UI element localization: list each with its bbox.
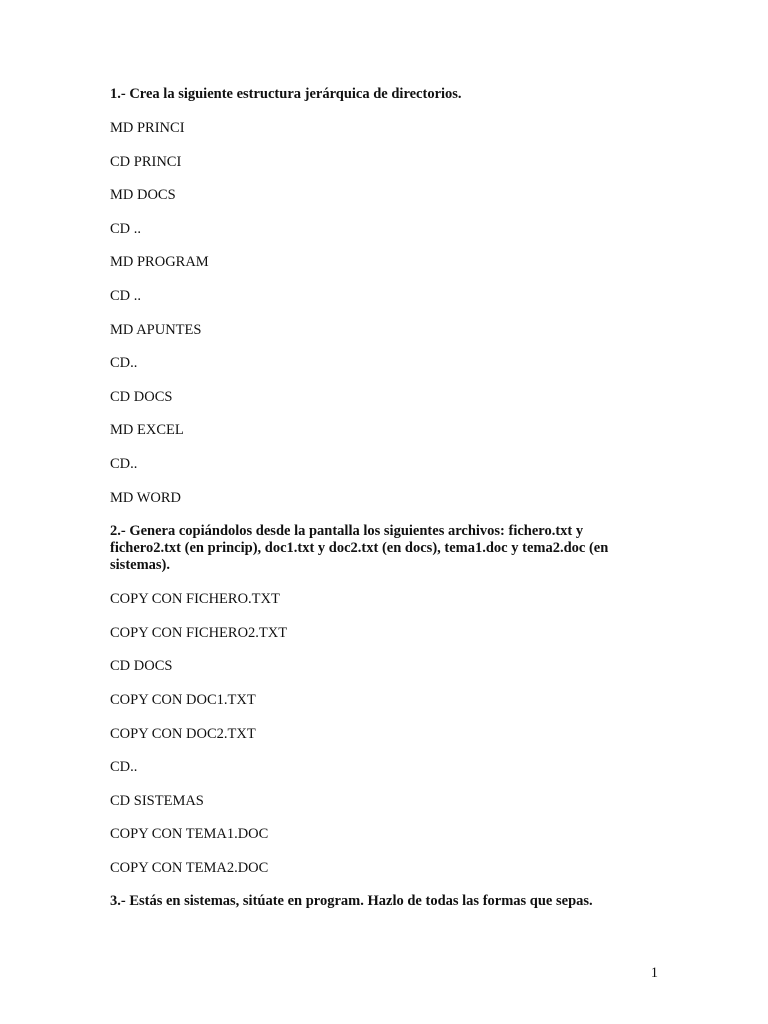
command-line: CD SISTEMAS <box>110 792 204 809</box>
command-line: CD.. <box>110 355 138 372</box>
command-line: MD PROGRAM <box>110 254 209 271</box>
command-line: CD DOCS <box>110 658 173 675</box>
command-line: MD DOCS <box>110 187 176 204</box>
command-line: CD .. <box>110 287 142 304</box>
command-line: COPY CON FICHERO2.TXT <box>110 624 288 641</box>
command-line: CD .. <box>110 220 142 237</box>
command-line: CD.. <box>110 759 138 776</box>
command-line: COPY CON DOC1.TXT <box>110 691 256 708</box>
command-line: CD DOCS <box>110 388 173 405</box>
command-line: COPY CON TEMA2.DOC <box>110 859 269 876</box>
command-line: MD PRINCI <box>110 120 185 136</box>
command-line: MD WORD <box>110 489 182 506</box>
document-body <box>110 86 655 927</box>
command-line: MD APUNTES <box>110 321 202 338</box>
section-heading: 1.- Crea la siguiente estructura jerárquica de directorios. <box>110 86 462 102</box>
command-line: CD.. <box>110 455 138 472</box>
section-1 <box>110 86 655 507</box>
section-heading: 2.- Genera copiándolos desde la pantalla los siguientes archivos: fichero.txt y fichero2.txt (en princip), doc1.txt y doc2.txt (en docs), tema1.doc y tema2.doc (en sistemas). <box>110 523 609 574</box>
section-3 <box>110 893 655 910</box>
page-number: 1 <box>650 965 658 981</box>
command-line: MD EXCEL <box>110 422 184 439</box>
command-line: COPY CON DOC2.TXT <box>110 725 256 742</box>
command-line: CD PRINCI <box>110 153 182 170</box>
section-heading: 3.- Estás en sistemas, sitúate en program. Hazlo de todas las formas que sepas. <box>110 893 593 910</box>
section-2 <box>110 523 655 877</box>
command-line: COPY CON TEMA1.DOC <box>110 826 269 843</box>
command-line: COPY CON FICHERO.TXT <box>110 591 280 608</box>
